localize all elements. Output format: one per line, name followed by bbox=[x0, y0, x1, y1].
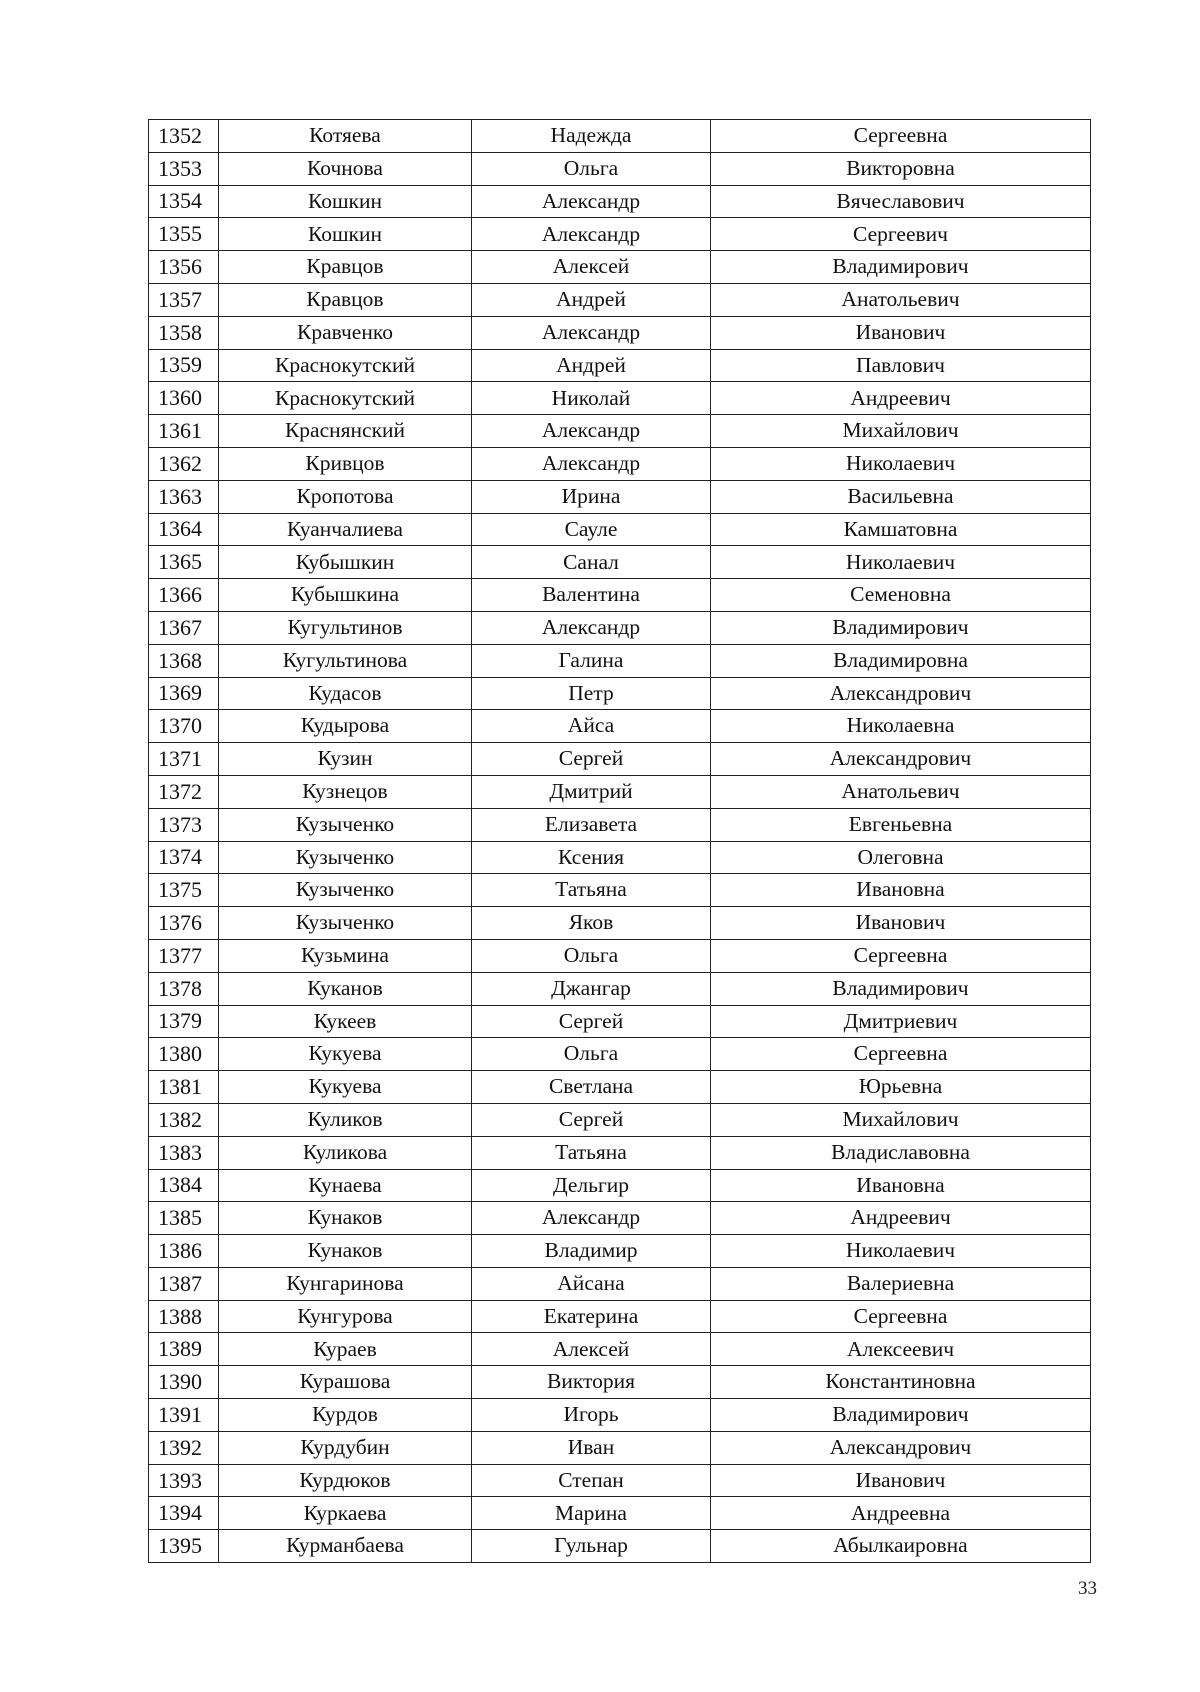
patronymic-cell: Николаевна bbox=[711, 710, 1091, 743]
row-number-cell: 1356 bbox=[149, 251, 219, 284]
row-number-cell: 1372 bbox=[149, 775, 219, 808]
patronymic-cell: Владимирович bbox=[711, 251, 1091, 284]
first-name-cell: Татьяна bbox=[472, 1136, 711, 1169]
table-row bbox=[149, 546, 1091, 579]
surname-cell: Кугультинов bbox=[219, 611, 472, 644]
table-row bbox=[149, 1431, 1091, 1464]
first-name-cell: Андрей bbox=[472, 349, 711, 382]
table-row bbox=[149, 447, 1091, 480]
table-row bbox=[149, 1399, 1091, 1432]
table-row bbox=[149, 1202, 1091, 1235]
surname-cell: Кудасов bbox=[219, 677, 472, 710]
row-number-cell: 1393 bbox=[149, 1464, 219, 1497]
surname-cell: Кукуева bbox=[219, 1038, 472, 1071]
first-name-cell: Ксения bbox=[472, 841, 711, 874]
table-row bbox=[149, 841, 1091, 874]
first-name-cell: Владимир bbox=[472, 1235, 711, 1268]
surname-cell: Кравцов bbox=[219, 283, 472, 316]
row-number-cell: 1382 bbox=[149, 1103, 219, 1136]
patronymic-cell: Дмитриевич bbox=[711, 1005, 1091, 1038]
surname-cell: Краснокутский bbox=[219, 382, 472, 415]
row-number-cell: 1390 bbox=[149, 1366, 219, 1399]
surname-cell: Краснянский bbox=[219, 415, 472, 448]
row-number-cell: 1354 bbox=[149, 185, 219, 218]
table-row bbox=[149, 1235, 1091, 1268]
patronymic-cell: Андреевна bbox=[711, 1497, 1091, 1530]
patronymic-cell: Александрович bbox=[711, 743, 1091, 776]
surname-cell: Кунаева bbox=[219, 1169, 472, 1202]
surname-cell: Кузыченко bbox=[219, 907, 472, 940]
first-name-cell: Галина bbox=[472, 644, 711, 677]
table-row bbox=[149, 775, 1091, 808]
table-row bbox=[149, 1530, 1091, 1563]
patronymic-cell: Анатольевич bbox=[711, 775, 1091, 808]
patronymic-cell: Владимировна bbox=[711, 644, 1091, 677]
patronymic-cell: Николаевич bbox=[711, 447, 1091, 480]
patronymic-cell: Евгеньевна bbox=[711, 808, 1091, 841]
surname-cell: Курманбаева bbox=[219, 1530, 472, 1563]
first-name-cell: Алексей bbox=[472, 1333, 711, 1366]
patronymic-cell: Сергеевна bbox=[711, 1038, 1091, 1071]
row-number-cell: 1386 bbox=[149, 1235, 219, 1268]
row-number-cell: 1353 bbox=[149, 152, 219, 185]
table-row bbox=[149, 349, 1091, 382]
surname-cell: Кузыченко bbox=[219, 808, 472, 841]
surname-cell: Кузыченко bbox=[219, 841, 472, 874]
surname-cell: Кунгурова bbox=[219, 1300, 472, 1333]
patronymic-cell: Иванович bbox=[711, 1464, 1091, 1497]
table-row bbox=[149, 283, 1091, 316]
row-number-cell: 1375 bbox=[149, 874, 219, 907]
surname-cell: Краснокутский bbox=[219, 349, 472, 382]
patronymic-cell: Олеговна bbox=[711, 841, 1091, 874]
surname-cell: Кунаков bbox=[219, 1235, 472, 1268]
surname-cell: Кунгаринова bbox=[219, 1267, 472, 1300]
first-name-cell: Дмитрий bbox=[472, 775, 711, 808]
surname-cell: Кубышкина bbox=[219, 579, 472, 612]
first-name-cell: Александр bbox=[472, 447, 711, 480]
surname-cell: Кривцов bbox=[219, 447, 472, 480]
first-name-cell: Степан bbox=[472, 1464, 711, 1497]
surname-cell: Кравцов bbox=[219, 251, 472, 284]
table-row bbox=[149, 907, 1091, 940]
name-list-table bbox=[148, 119, 1091, 1563]
row-number-cell: 1392 bbox=[149, 1431, 219, 1464]
patronymic-cell: Николаевич bbox=[711, 1235, 1091, 1268]
patronymic-cell: Ивановна bbox=[711, 874, 1091, 907]
row-number-cell: 1360 bbox=[149, 382, 219, 415]
table-row bbox=[149, 316, 1091, 349]
table-row bbox=[149, 1464, 1091, 1497]
patronymic-cell: Сергеевич bbox=[711, 218, 1091, 251]
patronymic-cell: Викторовна bbox=[711, 152, 1091, 185]
first-name-cell: Андрей bbox=[472, 283, 711, 316]
surname-cell: Курашова bbox=[219, 1366, 472, 1399]
row-number-cell: 1388 bbox=[149, 1300, 219, 1333]
table-row bbox=[149, 1071, 1091, 1104]
row-number-cell: 1361 bbox=[149, 415, 219, 448]
first-name-cell: Марина bbox=[472, 1497, 711, 1530]
row-number-cell: 1367 bbox=[149, 611, 219, 644]
table-row bbox=[149, 415, 1091, 448]
surname-cell: Куликова bbox=[219, 1136, 472, 1169]
row-number-cell: 1381 bbox=[149, 1071, 219, 1104]
first-name-cell: Яков bbox=[472, 907, 711, 940]
table-row bbox=[149, 382, 1091, 415]
patronymic-cell: Александрович bbox=[711, 1431, 1091, 1464]
first-name-cell: Сергей bbox=[472, 1005, 711, 1038]
first-name-cell: Валентина bbox=[472, 579, 711, 612]
row-number-cell: 1371 bbox=[149, 743, 219, 776]
surname-cell: Кравченко bbox=[219, 316, 472, 349]
surname-cell: Курдубин bbox=[219, 1431, 472, 1464]
patronymic-cell: Сергеевна bbox=[711, 1300, 1091, 1333]
first-name-cell: Сергей bbox=[472, 743, 711, 776]
row-number-cell: 1379 bbox=[149, 1005, 219, 1038]
patronymic-cell: Абылкаировна bbox=[711, 1530, 1091, 1563]
first-name-cell: Игорь bbox=[472, 1399, 711, 1432]
row-number-cell: 1359 bbox=[149, 349, 219, 382]
patronymic-cell: Алексеевич bbox=[711, 1333, 1091, 1366]
row-number-cell: 1377 bbox=[149, 939, 219, 972]
patronymic-cell: Вячеславович bbox=[711, 185, 1091, 218]
patronymic-cell: Анатольевич bbox=[711, 283, 1091, 316]
row-number-cell: 1363 bbox=[149, 480, 219, 513]
first-name-cell: Дельгир bbox=[472, 1169, 711, 1202]
row-number-cell: 1355 bbox=[149, 218, 219, 251]
patronymic-cell: Александрович bbox=[711, 677, 1091, 710]
surname-cell: Кубышкин bbox=[219, 546, 472, 579]
table-row bbox=[149, 513, 1091, 546]
surname-cell: Куанчалиева bbox=[219, 513, 472, 546]
row-number-cell: 1364 bbox=[149, 513, 219, 546]
first-name-cell: Петр bbox=[472, 677, 711, 710]
first-name-cell: Виктория bbox=[472, 1366, 711, 1399]
row-number-cell: 1369 bbox=[149, 677, 219, 710]
first-name-cell: Ольга bbox=[472, 152, 711, 185]
first-name-cell: Александр bbox=[472, 611, 711, 644]
first-name-cell: Татьяна bbox=[472, 874, 711, 907]
row-number-cell: 1389 bbox=[149, 1333, 219, 1366]
first-name-cell: Иван bbox=[472, 1431, 711, 1464]
row-number-cell: 1373 bbox=[149, 808, 219, 841]
row-number-cell: 1384 bbox=[149, 1169, 219, 1202]
row-number-cell: 1358 bbox=[149, 316, 219, 349]
first-name-cell: Александр bbox=[472, 1202, 711, 1235]
surname-cell: Кузьмина bbox=[219, 939, 472, 972]
table-row bbox=[149, 1497, 1091, 1530]
surname-cell: Куркаева bbox=[219, 1497, 472, 1530]
first-name-cell: Алексей bbox=[472, 251, 711, 284]
row-number-cell: 1362 bbox=[149, 447, 219, 480]
table-row bbox=[149, 611, 1091, 644]
patronymic-cell: Владимирович bbox=[711, 972, 1091, 1005]
table-row bbox=[149, 579, 1091, 612]
patronymic-cell: Сергеевна bbox=[711, 120, 1091, 153]
row-number-cell: 1368 bbox=[149, 644, 219, 677]
surname-cell: Кукуева bbox=[219, 1071, 472, 1104]
row-number-cell: 1370 bbox=[149, 710, 219, 743]
patronymic-cell: Семеновна bbox=[711, 579, 1091, 612]
first-name-cell: Светлана bbox=[472, 1071, 711, 1104]
row-number-cell: 1374 bbox=[149, 841, 219, 874]
row-number-cell: 1394 bbox=[149, 1497, 219, 1530]
table-row bbox=[149, 808, 1091, 841]
surname-cell: Котяева bbox=[219, 120, 472, 153]
table-body bbox=[149, 120, 1091, 1563]
surname-cell: Кураев bbox=[219, 1333, 472, 1366]
surname-cell: Куканов bbox=[219, 972, 472, 1005]
table-row bbox=[149, 1169, 1091, 1202]
first-name-cell: Ольга bbox=[472, 939, 711, 972]
table-row bbox=[149, 218, 1091, 251]
patronymic-cell: Владимирович bbox=[711, 611, 1091, 644]
table-row bbox=[149, 1005, 1091, 1038]
patronymic-cell: Юрьевна bbox=[711, 1071, 1091, 1104]
patronymic-cell: Павлович bbox=[711, 349, 1091, 382]
patronymic-cell: Владимирович bbox=[711, 1399, 1091, 1432]
patronymic-cell: Михайлович bbox=[711, 1103, 1091, 1136]
surname-cell: Кудырова bbox=[219, 710, 472, 743]
table-row bbox=[149, 644, 1091, 677]
surname-cell: Кунаков bbox=[219, 1202, 472, 1235]
surname-cell: Кошкин bbox=[219, 218, 472, 251]
table-row bbox=[149, 939, 1091, 972]
patronymic-cell: Иванович bbox=[711, 907, 1091, 940]
table-row bbox=[149, 1267, 1091, 1300]
patronymic-cell: Андреевич bbox=[711, 1202, 1091, 1235]
row-number-cell: 1391 bbox=[149, 1399, 219, 1432]
patronymic-cell: Камшатовна bbox=[711, 513, 1091, 546]
first-name-cell: Екатерина bbox=[472, 1300, 711, 1333]
patronymic-cell: Андреевич bbox=[711, 382, 1091, 415]
surname-cell: Кузыченко bbox=[219, 874, 472, 907]
table-row bbox=[149, 1103, 1091, 1136]
row-number-cell: 1366 bbox=[149, 579, 219, 612]
surname-cell: Кропотова bbox=[219, 480, 472, 513]
surname-cell: Кузин bbox=[219, 743, 472, 776]
table-row bbox=[149, 1300, 1091, 1333]
page-number: 33 bbox=[1078, 1578, 1097, 1599]
table-row bbox=[149, 1136, 1091, 1169]
first-name-cell: Ольга bbox=[472, 1038, 711, 1071]
row-number-cell: 1376 bbox=[149, 907, 219, 940]
row-number-cell: 1387 bbox=[149, 1267, 219, 1300]
patronymic-cell: Михайлович bbox=[711, 415, 1091, 448]
table-row bbox=[149, 1333, 1091, 1366]
first-name-cell: Ирина bbox=[472, 480, 711, 513]
first-name-cell: Джангар bbox=[472, 972, 711, 1005]
first-name-cell: Александр bbox=[472, 316, 711, 349]
first-name-cell: Александр bbox=[472, 185, 711, 218]
patronymic-cell: Константиновна bbox=[711, 1366, 1091, 1399]
row-number-cell: 1352 bbox=[149, 120, 219, 153]
table-row bbox=[149, 1038, 1091, 1071]
surname-cell: Кукеев bbox=[219, 1005, 472, 1038]
row-number-cell: 1365 bbox=[149, 546, 219, 579]
surname-cell: Куликов bbox=[219, 1103, 472, 1136]
table-row bbox=[149, 1366, 1091, 1399]
patronymic-cell: Валериевна bbox=[711, 1267, 1091, 1300]
surname-cell: Кошкин bbox=[219, 185, 472, 218]
table-row bbox=[149, 710, 1091, 743]
table-row bbox=[149, 152, 1091, 185]
patronymic-cell: Сергеевна bbox=[711, 939, 1091, 972]
table-row bbox=[149, 972, 1091, 1005]
surname-cell: Кугультинова bbox=[219, 644, 472, 677]
surname-cell: Курдов bbox=[219, 1399, 472, 1432]
table-row bbox=[149, 677, 1091, 710]
first-name-cell: Елизавета bbox=[472, 808, 711, 841]
first-name-cell: Николай bbox=[472, 382, 711, 415]
row-number-cell: 1383 bbox=[149, 1136, 219, 1169]
table-row bbox=[149, 874, 1091, 907]
patronymic-cell: Ивановна bbox=[711, 1169, 1091, 1202]
row-number-cell: 1357 bbox=[149, 283, 219, 316]
row-number-cell: 1385 bbox=[149, 1202, 219, 1235]
first-name-cell: Гульнар bbox=[472, 1530, 711, 1563]
surname-cell: Кузнецов bbox=[219, 775, 472, 808]
surname-cell: Курдюков bbox=[219, 1464, 472, 1497]
table-row bbox=[149, 185, 1091, 218]
patronymic-cell: Иванович bbox=[711, 316, 1091, 349]
first-name-cell: Александр bbox=[472, 415, 711, 448]
row-number-cell: 1378 bbox=[149, 972, 219, 1005]
patronymic-cell: Николаевич bbox=[711, 546, 1091, 579]
first-name-cell: Айсана bbox=[472, 1267, 711, 1300]
patronymic-cell: Васильевна bbox=[711, 480, 1091, 513]
table-row bbox=[149, 251, 1091, 284]
patronymic-cell: Владиславовна bbox=[711, 1136, 1091, 1169]
row-number-cell: 1395 bbox=[149, 1530, 219, 1563]
row-number-cell: 1380 bbox=[149, 1038, 219, 1071]
table-row bbox=[149, 480, 1091, 513]
table-row bbox=[149, 743, 1091, 776]
first-name-cell: Сауле bbox=[472, 513, 711, 546]
first-name-cell: Айса bbox=[472, 710, 711, 743]
table-row bbox=[149, 120, 1091, 153]
first-name-cell: Александр bbox=[472, 218, 711, 251]
first-name-cell: Надежда bbox=[472, 120, 711, 153]
surname-cell: Кочнова bbox=[219, 152, 472, 185]
first-name-cell: Санал bbox=[472, 546, 711, 579]
first-name-cell: Сергей bbox=[472, 1103, 711, 1136]
